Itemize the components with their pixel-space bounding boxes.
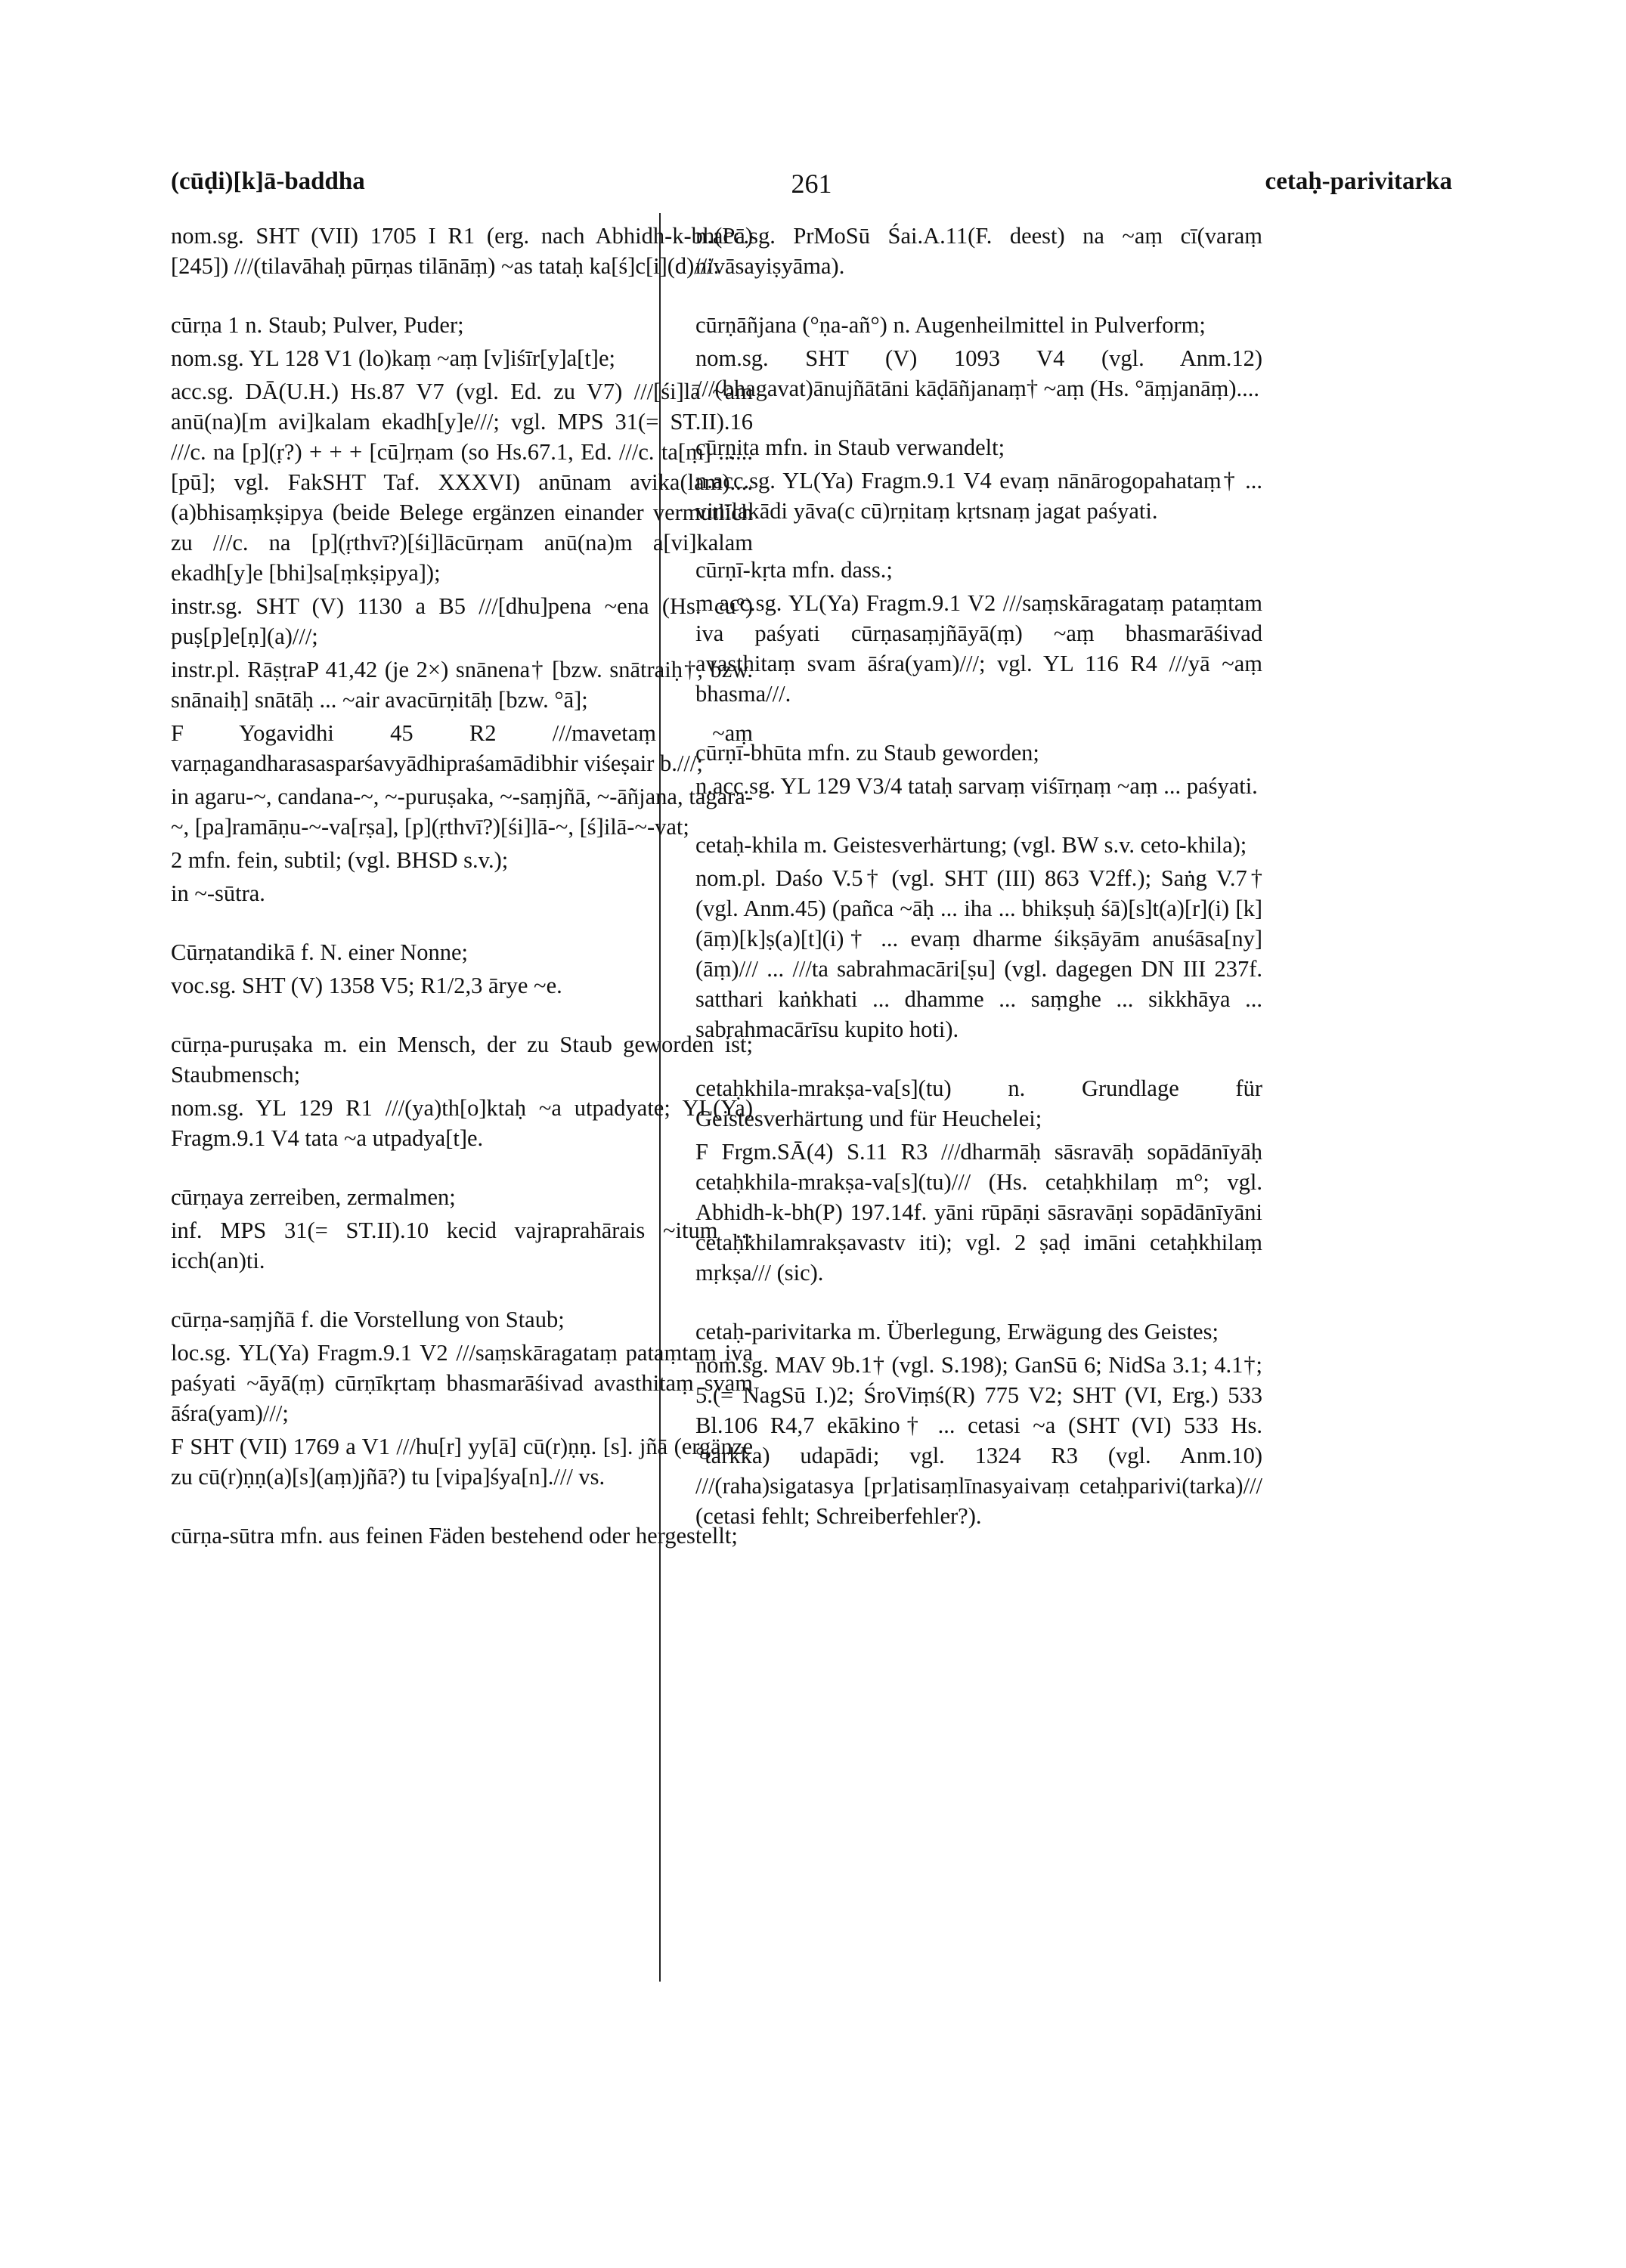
entry-line-first: cetaḥkhila-mrakṣa-va[s](tu) n. Grundlage für Geistesverhärtung und für Heuchelei; [695,1075,1262,1131]
dictionary-entry [171,937,753,1001]
entry-line-first: cūrṇa 1 n. Staub; Pulver, Puder; [171,312,464,338]
entry-line: nom.sg. SHT (V) 1093 V4 (vgl. Anm.12) ///(bhagavat)ānujñātāni kāḍāñjanaṃ† ~aṃ (Hs. °āṃjanāṃ).... [695,345,1262,401]
dictionary-entry [695,221,1262,281]
header-right-catchword: cetaḥ-parivitarka [1265,168,1452,195]
entry-line: F Frgm.SĀ(4) S.11 R3 ///dharmāḥ sāsravāḥ sopādānīyāḥ cetaḥkhila-mrakṣa-va[s](tu)/// (Hs. cetaḥkhilaṃ m°; vgl. Abhidh-k-bh(P) 197.14f. yāni rūpāṇi sāsravāṇi sopādānīyāni cetaḥkhilamrakṣavastv iti); vgl. 2 ṣaḍ imāni cetaḥkhilaṃ mṛkṣa/// (sic). [695,1139,1262,1286]
dictionary-entry [695,432,1262,526]
dictionary-entry [695,555,1262,709]
entry-line: loc.sg. YL(Ya) Fragm.9.1 V2 ///saṃskāragataṃ pataṃtam iva paśyati ~āyā(ṃ) cūrṇīkṛtaṃ bhasmarāśivad avasthitaṃ svam āśra(yam)///; [171,1340,753,1426]
entry-line-first: cūrṇī-bhūta mfn. zu Staub geworden; [695,740,1039,766]
dictionary-entry [171,1029,753,1153]
entry-line: nom.sg. YL 128 V1 (lo)kaṃ ~aṃ [v]iśīr[y]a[t]e; [171,345,615,371]
entry-line: F SHT (VII) 1769 a V1 ///hu[r] yy[ā] cū(r)ṇṇ. [s]. jñā (ergänze zu cū(r)ṇṇ(a)[s](aṃ)jñā?) tu [vipa]śya[n]./// vs. [171,1434,753,1490]
entry-line: nom.pl. Daśo V.5† (vgl. SHT (III) 863 V2ff.); Saṅg V.7† (vgl. Anm.45) (pañca ~āḥ ... iha ... bhikṣuḥ śā)[s]t(a)[r](i) [k](āṃ)[k]ṣ(a)[t](i)† ... evaṃ dharme śikṣāyām anuśāsa[ny](āṃ)/// ... ///ta sabrahmacāri[ṣu] (vgl. dagegen DN III 237f. satthari kaṅkhati ... dhamme ... saṃghe ... sikkhāya ... sabrahmacārīsu kupito hoti). [695,865,1262,1042]
entry-line: acc.sg. DĀ(U.H.) Hs.87 V7 (vgl. Ed. zu V7) ///[śi]lā ~am anū(na)[m avi]kalam ekadh[y]e///; vgl. MPS 31(= ST.II).16 ///c. na [p](ṛ?) + + + [cū]rṇam (so Hs.67.1, Ed. ///c. ta[ṃ] ...... [pū]; vgl. FakSHT Taf. XXXVI) anūnam avika(lam).... (a)bhisaṃkṣipya (beide Belege ergänzen einander vermutlich zu ///c. na [p](ṛthvī?)[śi]lācūrṇam anū(na)m a[vi]kalam ekadh[y]e [bhi]sa[ṃkṣipya]); [171,379,753,586]
dictionary-entry [695,1073,1262,1288]
dictionary-entry [695,738,1262,801]
entry-line-first: Cūrṇatandikā f. N. einer Nonne; [171,939,468,965]
entry-line: in agaru-~, candana-~, ~-puruṣaka, ~-saṃjñā, ~-āñjana, tagara-~, [pa]ramāṇu-~-va[rṣa], [p](ṛthvī?)[śi]lā-~, [ś]ilā-~-vat; [171,784,753,840]
dictionary-entry [695,1317,1262,1531]
entry-line: inf. MPS 31(= ST.II).10 kecid vajraprahārais ~ituṃ ... icch(an)ti. [171,1218,753,1273]
entry-line-first: cūrṇī-kṛta mfn. dass.; [695,557,893,583]
entry-line: voc.sg. SHT (V) 1358 V5; R1/2,3 ārye ~e. [171,973,562,998]
entry-line: instr.sg. SHT (V) 1130 a B5 ///[dhu]pena ~ena (Hs. cu°) puṣ[p]e[ṇ](a)///; [171,593,753,649]
page-number: 261 [791,169,832,199]
entry-line-first: nom.sg. SHT (VII) 1705 I R1 (erg. nach Abhidh-k-bh(Pā) [245]) ///(tilavāhaḥ pūrṇas tilānāṃ) ~as tataḥ ka[ś]c[i](d)///. [171,223,753,279]
entry-line: F Yogavidhi 45 R2 ///mavetaṃ ~aṃ varṇagandharasasparśavyādhipraśamādibhir viśeṣair b.///; [171,720,753,776]
dictionary-entry [695,830,1262,1044]
left-column [171,221,753,1580]
right-column [695,221,1262,1560]
entry-line-first: cetaḥ-parivitarka m. Überlegung, Erwägung des Geistes; [695,1319,1219,1344]
dictionary-entry [171,1521,753,1551]
dictionary-entry [171,1182,753,1276]
entry-line-first: cetaḥ-khila m. Geistesverhärtung; (vgl. BW s.v. ceto-khila); [695,832,1247,858]
entry-line-first: cūrṇa-saṃjñā f. die Vorstellung von Staub; [171,1307,565,1332]
dictionary-entry [171,1304,753,1492]
entry-line: instr.pl. RāṣṭraP 41,42 (je 2×) snānena† [bzw. snātraiḥ†, bzw. snānaiḥ] snātāḥ ... ~air avacūrṇitāḥ [bzw. °ā]; [171,657,753,713]
header-left-catchword: (cūḍi)[k]ā-baddha [171,168,365,195]
entry-line: nom.sg. YL 129 R1 ///(ya)th[o]ktaḥ ~a utpadyate; YL(Ya) Fragm.9.1 V4 tata ~a utpadya[t]e. [171,1095,753,1151]
entry-line-first: cūrṇa-sūtra mfn. aus feinen Fäden bestehend oder hergestellt; [171,1523,738,1549]
entry-line-first: cūrṇaya zerreiben, zermalmen; [171,1184,456,1210]
entry-line: in ~-sūtra. [171,880,265,906]
entry-line: n.acc.sg. YL(Ya) Fragm.9.1 V4 evaṃ nānārogopahataṃ† ... vinīlakādi yāva(c cū)rṇitaṃ kṛtsnaṃ jagat paśyati. [695,468,1262,524]
running-header [171,168,1452,206]
entry-line: n.acc.sg. YL 129 V3/4 tataḥ sarvaṃ viśīrṇaṃ ~aṃ ... paśyati. [695,773,1258,799]
dictionary-entry [171,310,753,908]
entry-line-first: cūrṇa-puruṣaka m. ein Mensch, der zu Staub geworden ist; Staubmensch; [171,1032,753,1088]
entry-line-first: n.acc.sg. PrMoSū Śai.A.11(F. deest) na ~aṃ cī(varaṃ nivāsayiṣyāma). [695,223,1262,279]
entry-line: nom.sg. MAV 9b.1† (vgl. S.198); GanSū 6; NidSa 3.1; 4.1†; 5.(= NagSū I.)2; ŚroViṃś(R) 775 V2; SHT (VI, Erg.) 533 Bl.106 R4,7 ekākino† ... cetasi ~a (SHT (VI) 533 Hs. °tarkka) udapādi; vgl. 1324 R3 (vgl. Anm.10) ///(raha)sigatasya [pr]atisaṃlīnasyaivaṃ cetaḥparivi(tarka)/// (cetasi fehlt; Schreiberfehler?). [695,1352,1262,1529]
entry-line: m.acc.sg. YL(Ya) Fragm.9.1 V2 ///saṃskāragataṃ pataṃtam iva paśyati cūrṇasaṃjñāyā(ṃ) ~aṃ bhasmarāśivad avasthitaṃ svam āśra(yam)///; vgl. YL 116 R4 ///yā ~aṃ bhasma///. [695,590,1262,707]
entry-line-first: cūrṇāñjana (°ṇa-añ°) n. Augenheilmittel in Pulverform; [695,312,1206,338]
entry-line-first: cūrṇita mfn. in Staub verwandelt; [695,435,1005,460]
dictionary-entry [171,221,753,281]
entry-line: 2 mfn. fein, subtil; (vgl. BHSD s.v.); [171,847,509,873]
dictionary-entry [695,310,1262,404]
